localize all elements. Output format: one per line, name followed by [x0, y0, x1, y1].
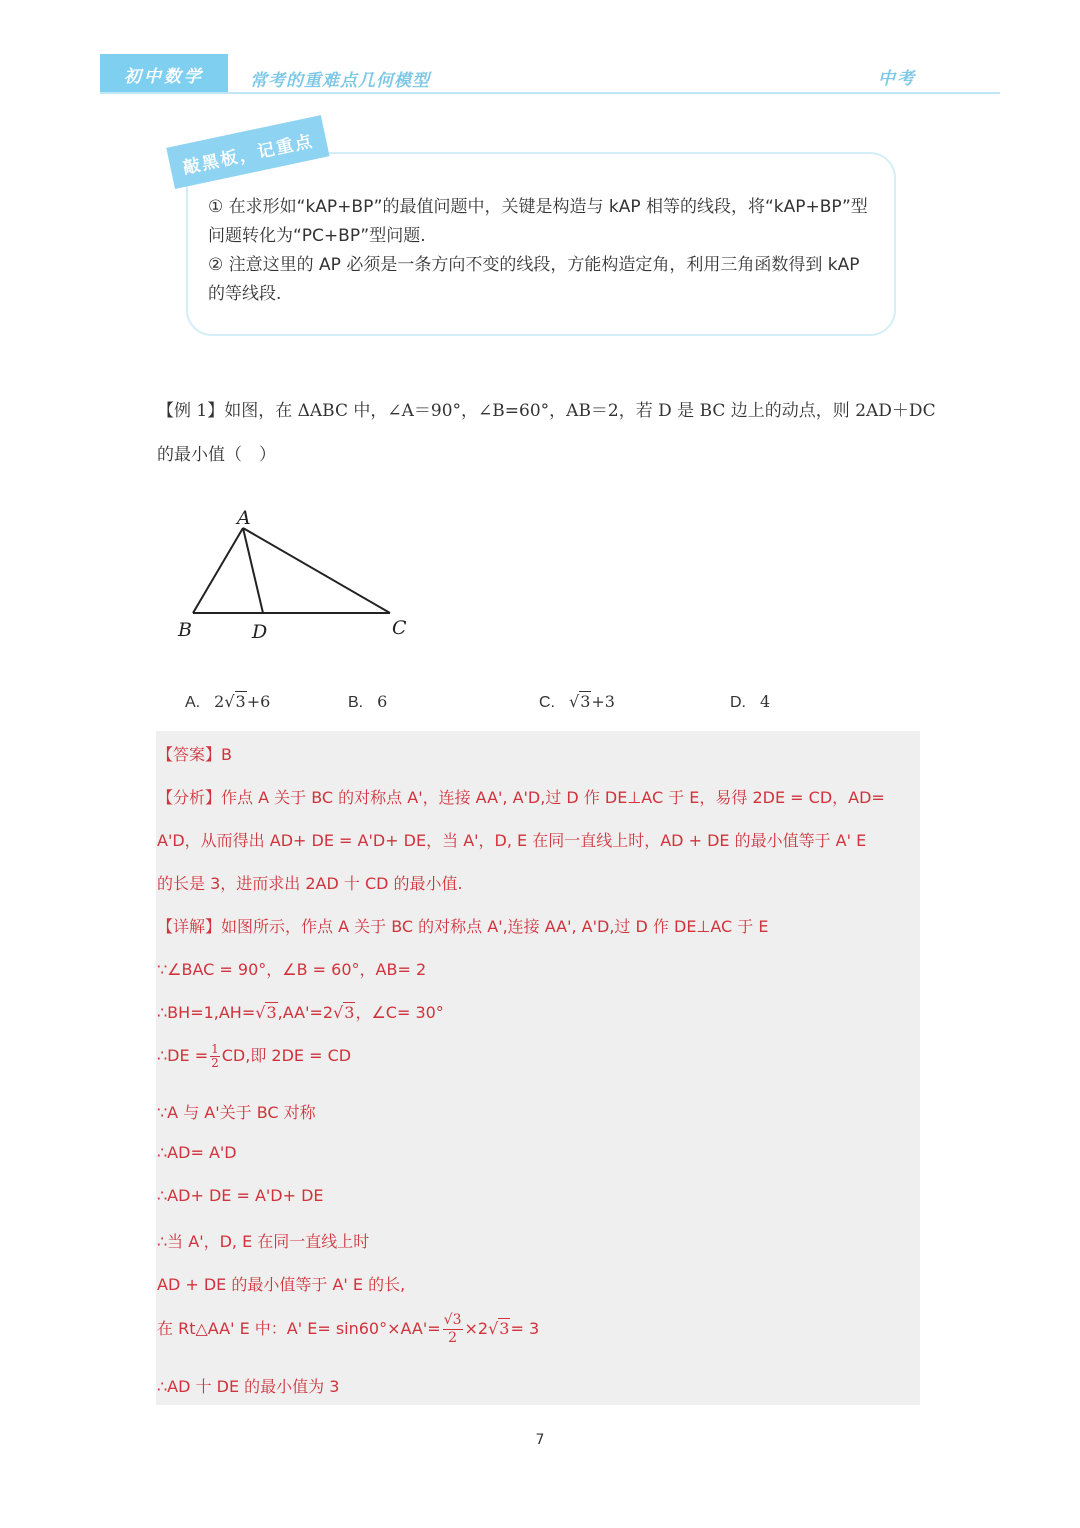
option-b-value: 6	[377, 692, 388, 711]
header-tab: 初中数学	[100, 54, 228, 94]
option-c-label: C.	[539, 694, 555, 711]
solution-line-4	[157, 1043, 351, 1070]
header-divider	[100, 92, 1000, 94]
radicand: 3	[499, 1319, 510, 1338]
option-d[interactable]	[730, 692, 770, 712]
solution-line-4-b: CD,即 2DE = CD	[221, 1046, 352, 1065]
vertex-b-label: B	[178, 619, 192, 641]
solution-line-10-b: ×2	[464, 1319, 489, 1338]
radicand: 3	[266, 1003, 277, 1022]
solution-line-2: ∵∠BAC = 90°，∠B = 60°，AB= 2	[157, 960, 427, 979]
option-b[interactable]	[348, 692, 387, 712]
solution-line-7: ∴AD+ DE = A'D+ DE	[157, 1186, 324, 1205]
page-number: 7	[535, 1432, 545, 1448]
key-points-label: 敲黑板，记重点	[166, 115, 329, 189]
solution-line-10	[157, 1312, 539, 1347]
solution-line-5: ∵A 与 A'关于 BC 对称	[157, 1103, 316, 1122]
answer-line: 【答案】B	[157, 745, 232, 764]
vertex-a-label: A	[237, 507, 251, 529]
numerator: √3	[443, 1312, 462, 1328]
sqrt-symbol: √3	[255, 1003, 277, 1022]
sqrt-symbol: √3	[488, 1319, 510, 1338]
solution-line-3-a: ∴BH=1,AH=	[157, 1003, 256, 1022]
side-ac	[243, 528, 390, 613]
option-d-value: 4	[760, 692, 771, 711]
key-point-1: ① 在求形如“kAP+BP”的最值问题中，关键是构造与 kAP 相等的线段，将“kAP+BP”型问题转化为“PC+BP”型问题.	[208, 197, 868, 246]
option-d-label: D.	[730, 694, 746, 711]
fraction	[443, 1312, 463, 1347]
option-a-label: A.	[185, 694, 201, 711]
sqrt-symbol: √3	[333, 1003, 355, 1022]
option-c[interactable]	[539, 692, 615, 712]
segment-ad	[243, 528, 263, 613]
solution-line-10-a: 在 Rt△AA' E 中：A' E= sin60°×AA'=	[157, 1319, 441, 1338]
solution-line-1: 【详解】如图所示，作点 A 关于 BC 的对称点 A',连接 AA', A'D,过 D 作 DE⊥AC 于 E	[157, 917, 769, 936]
header-subject: 常考的重难点几何模型	[250, 71, 430, 91]
solution-line-3	[157, 1000, 444, 1023]
denominator: 2	[448, 1330, 458, 1346]
solution-line-3-e: ，∠C= 30°	[355, 1003, 444, 1022]
solution-line-11: ∴AD 十 DE 的最小值为 3	[157, 1377, 340, 1396]
solution-line-6: ∴AD= A'D	[157, 1143, 237, 1162]
solution-line-3-c: ,AA'=2	[277, 1003, 334, 1022]
sqrt-symbol: √3	[569, 692, 591, 711]
analysis-line-2: A'D，从而得出 AD+ DE = A'D+ DE，当 A'，D, E 在同一直线上时，AD + DE 的最小值等于 A' E	[157, 831, 867, 850]
fraction	[210, 1043, 220, 1070]
option-c-radicand: 3	[580, 692, 591, 711]
option-a-tail: +6	[246, 692, 271, 711]
solution-line-8: ∴当 A'，D, E 在同一直线上时	[157, 1232, 370, 1251]
header-level: 中考	[878, 69, 916, 89]
analysis-line-1: 【分析】作点 A 关于 BC 的对称点 A'，连接 AA', A'D,过 D 作 DE⊥AC 于 E，易得 2DE = CD，AD=	[157, 788, 885, 807]
side-ab	[193, 528, 243, 613]
point-d-label: D	[252, 621, 268, 643]
key-point-2: ② 注意这里的 AP 必须是一条方向不变的线段，方能构造定角，利用三角函数得到 kAP 的等线段.	[208, 255, 860, 304]
triangle-figure	[170, 500, 420, 650]
option-a-coef: 2	[214, 692, 225, 711]
solution-line-10-c: = 3	[510, 1319, 540, 1338]
option-a-radicand: 3	[235, 692, 246, 711]
option-c-tail: +3	[591, 692, 615, 711]
numerator: 1	[211, 1042, 219, 1056]
radicand: 3	[344, 1003, 355, 1022]
denominator: 2	[211, 1056, 219, 1070]
analysis-line-3: 的长是 3，进而求出 2AD 十 CD 的最小值.	[157, 874, 463, 893]
option-b-label: B.	[348, 694, 364, 711]
sqrt-symbol: √3	[224, 692, 246, 711]
question-line-1: 【例 1】如图，在 ΔABC 中，∠A＝90°，∠B=60°，AB＝2，若 D 是 BC 边上的动点，则 2AD＋DC	[157, 401, 936, 421]
vertex-c-label: C	[392, 617, 407, 639]
option-a[interactable]	[185, 692, 270, 712]
solution-line-4-a: ∴DE =	[157, 1046, 209, 1065]
question-line-2: 的最小值（ ）	[157, 445, 276, 465]
solution-line-9: AD + DE 的最小值等于 A' E 的长,	[157, 1275, 406, 1294]
